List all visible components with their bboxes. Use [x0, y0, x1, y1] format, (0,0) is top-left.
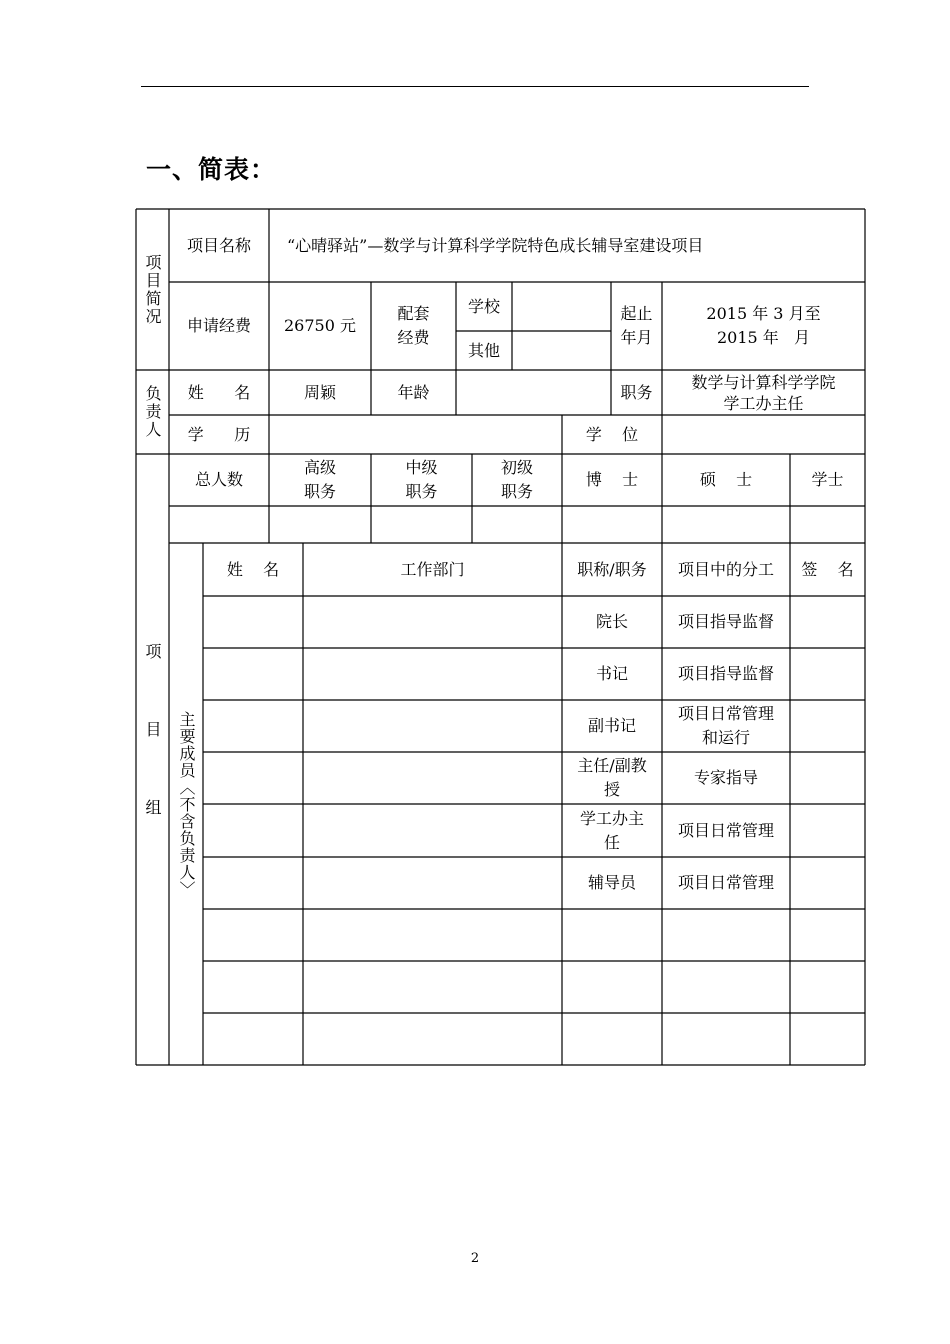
member-name-cell[interactable] [203, 752, 303, 804]
member-department-cell[interactable] [303, 648, 562, 700]
member-title-cell[interactable]: 院长 [595, 612, 628, 631]
member-title-cell[interactable]: 书记 [595, 664, 628, 683]
member-header-signature: 签 名 [801, 559, 854, 579]
leader-education-label: 学 历 [187, 424, 251, 444]
leader-position-label: 职务 [620, 382, 653, 402]
member-signature-cell[interactable] [790, 1013, 865, 1065]
stats-header-master: 硕 士 [699, 470, 753, 489]
member-role-cell[interactable]: 项目日常管理 [677, 873, 774, 892]
member-department-cell[interactable] [303, 596, 562, 648]
member-role-cell[interactable] [662, 961, 790, 1013]
leader-age-label: 年龄 [397, 382, 430, 402]
member-title-cell[interactable] [562, 909, 662, 961]
section-heading: 一、简表： [146, 155, 277, 184]
member-name-cell[interactable] [203, 804, 303, 857]
leader-section-label: 负责人 [143, 385, 162, 439]
leader-name-label: 姓 名 [187, 382, 251, 402]
member-title-cell[interactable] [562, 1013, 662, 1065]
member-role-cell[interactable] [662, 909, 790, 961]
member-signature-cell[interactable] [790, 804, 865, 857]
leader-name-value[interactable]: 周颖 [303, 382, 336, 402]
member-department-cell[interactable] [303, 909, 562, 961]
stats-value-junior[interactable] [472, 506, 562, 543]
member-name-cell[interactable] [203, 1013, 303, 1065]
member-role-cell[interactable]: 项目日常管理 [677, 820, 774, 840]
stats-value-master[interactable] [662, 506, 790, 543]
member-signature-cell[interactable] [790, 909, 865, 961]
period-value[interactable]: 2015 年 3 月至 2015 年 月 [706, 304, 821, 347]
member-role-cell[interactable]: 项目指导监督 [677, 612, 774, 631]
funding-value[interactable]: 26750 元 [284, 316, 356, 335]
member-title-cell[interactable]: 副书记 [587, 716, 636, 735]
stats-value-total[interactable] [169, 506, 269, 543]
stats-header-phd: 博 士 [585, 470, 639, 489]
member-role-cell[interactable] [662, 1013, 790, 1065]
other-funds-label: 其他 [467, 340, 500, 360]
stats-header-bachelor: 学士 [811, 470, 844, 489]
member-signature-cell[interactable] [790, 648, 865, 700]
member-header-name: 姓 名 [226, 559, 280, 579]
project-name-value[interactable]: “心晴驿站”—数学与计算科学学院特色成长辅导室建设项目 [287, 235, 704, 255]
member-name-cell[interactable] [203, 596, 303, 648]
member-title-cell[interactable]: 学工办主 任 [579, 808, 644, 852]
stats-value-intermediate[interactable] [371, 506, 472, 543]
stats-value-phd[interactable] [562, 506, 662, 543]
member-department-cell[interactable] [303, 857, 562, 909]
stats-header-senior: 高级 职务 [303, 458, 336, 501]
school-funds-label: 学校 [467, 296, 500, 316]
member-title-cell[interactable]: 主任/副教 授 [577, 756, 647, 799]
school-funds-value[interactable] [512, 282, 611, 331]
member-department-cell[interactable] [303, 700, 562, 752]
member-department-cell[interactable] [303, 1013, 562, 1065]
team-section-label: 项目组 [143, 642, 162, 877]
leader-position-value[interactable]: 数学与计算科学学院 学工办主任 [691, 372, 836, 413]
stats-header-total: 总人数 [194, 470, 243, 489]
member-header-role: 项目中的分工 [677, 559, 774, 579]
member-name-cell[interactable] [203, 648, 303, 700]
member-header-department: 工作部门 [400, 559, 465, 579]
stats-header-intermediate: 中级 职务 [405, 458, 438, 501]
member-role-cell[interactable]: 项目指导监督 [677, 664, 774, 683]
member-name-cell[interactable] [203, 909, 303, 961]
leader-degree-value[interactable] [662, 415, 865, 454]
member-title-cell[interactable] [562, 961, 662, 1013]
overview-section-label: 项目简况 [143, 253, 162, 326]
member-signature-cell[interactable] [790, 857, 865, 909]
project-name-label: 项目名称 [186, 235, 251, 255]
member-department-cell[interactable] [303, 961, 562, 1013]
member-name-cell[interactable] [203, 961, 303, 1013]
member-signature-cell[interactable] [790, 700, 865, 752]
matching-funds-label: 配套 经费 [397, 304, 430, 347]
leader-degree-label: 学 位 [585, 424, 639, 444]
member-signature-cell[interactable] [790, 961, 865, 1013]
period-label: 起止 年月 [620, 304, 653, 347]
page-number: 2 [470, 1251, 480, 1266]
other-funds-value[interactable] [512, 331, 611, 370]
leader-education-value[interactable] [269, 415, 562, 454]
stats-value-bachelor[interactable] [790, 506, 865, 543]
stats-value-senior[interactable] [269, 506, 371, 543]
leader-age-value[interactable] [456, 370, 611, 415]
member-header-title: 职称/职务 [577, 559, 647, 579]
member-title-cell[interactable]: 辅导员 [587, 873, 636, 892]
funding-label: 申请经费 [186, 316, 251, 335]
member-signature-cell[interactable] [790, 752, 865, 804]
member-name-cell[interactable] [203, 857, 303, 909]
member-name-cell[interactable] [203, 700, 303, 752]
stats-header-junior: 初级 职务 [500, 458, 533, 501]
member-department-cell[interactable] [303, 752, 562, 804]
members-label: 主要成员︿不含负责人﹀ [177, 710, 196, 898]
member-role-cell[interactable]: 项目日常管理 和运行 [677, 704, 774, 747]
member-department-cell[interactable] [303, 804, 562, 857]
member-role-cell[interactable]: 专家指导 [693, 768, 758, 787]
member-signature-cell[interactable] [790, 596, 865, 648]
